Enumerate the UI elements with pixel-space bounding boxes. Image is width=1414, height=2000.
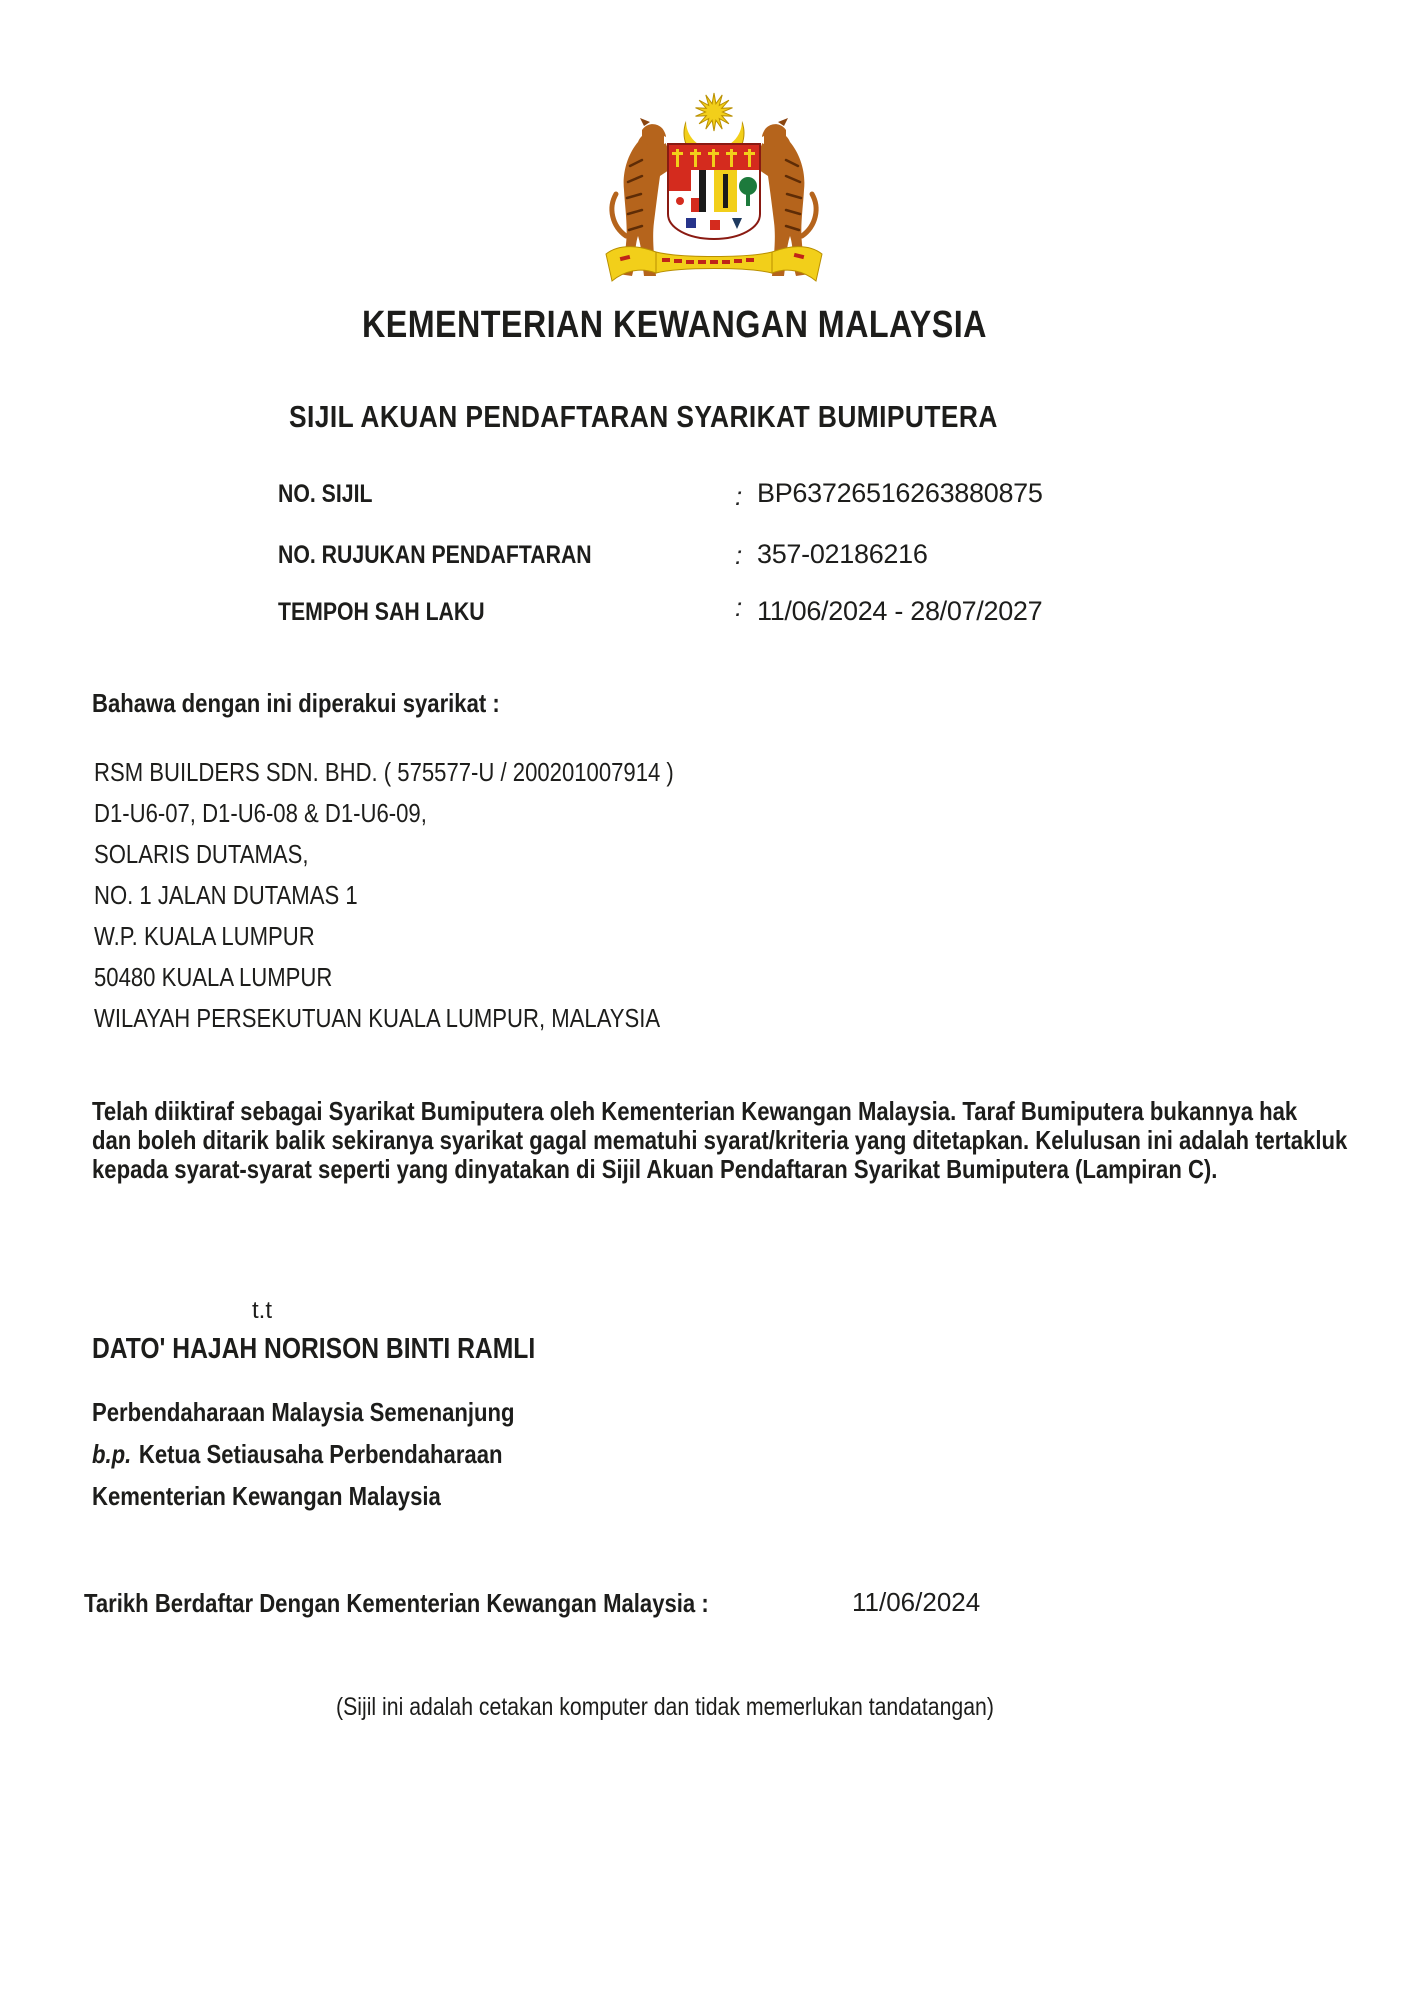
field-label-no-sijil: NO. SIJIL <box>278 480 373 508</box>
company-address-line: 50480 KUALA LUMPUR <box>94 962 333 992</box>
registration-date-label: Tarikh Berdaftar Dengan Kementerian Kewangan Malaysia : <box>84 1588 709 1618</box>
field-separator: : <box>735 592 743 622</box>
statement-line: Telah diiktiraf sebagai Syarikat Bumiputera oleh Kementerian Kewangan Malaysia. Taraf Bumiputera bukannya hak <box>92 1096 1298 1126</box>
certificate-title: SIJIL AKUAN PENDAFTARAN SYARIKAT BUMIPUTERA <box>289 399 998 434</box>
registration-date-value: 11/06/2024 <box>852 1587 981 1617</box>
field-value-no-sijil: BP63726516263880875 <box>757 478 1043 508</box>
field-value-tempoh: 11/06/2024 - 28/07/2027 <box>757 596 1043 626</box>
field-label-tempoh: TEMPOH SAH LAKU <box>278 598 485 626</box>
shield-icon <box>668 144 760 239</box>
statement-line: dan boleh ditarik balik sekiranya syarikat gagal mematuhi syarat/kriteria yang ditetapkan. Kelulusan ini adalah tertakluk <box>92 1125 1348 1155</box>
signature-tt-mark: t.t <box>252 1297 273 1324</box>
malaysia-coat-of-arms-icon <box>598 86 830 296</box>
motto-ribbon-icon <box>606 247 822 281</box>
company-address-line: WILAYAH PERSEKUTUAN KUALA LUMPUR, MALAYSIA <box>94 1003 661 1033</box>
signatory-ministry: Kementerian Kewangan Malaysia <box>92 1481 441 1511</box>
signatory-name: DATO' HAJAH NORISON BINTI RAMLI <box>92 1333 536 1365</box>
ministry-title: KEMENTERIAN KEWANGAN MALAYSIA <box>362 304 987 346</box>
company-address-line: D1-U6-07, D1-U6-08 & D1-U6-09, <box>94 798 427 828</box>
company-name: RSM BUILDERS SDN. BHD. ( 575577-U / 200201007914 ) <box>94 757 674 787</box>
bp-title: Ketua Setiausaha Perbendaharaan <box>138 1439 503 1469</box>
signatory-bp-line <box>92 1439 502 1470</box>
field-separator: : <box>735 481 743 511</box>
bp-prefix: b.p. <box>92 1439 132 1469</box>
company-address-line: NO. 1 JALAN DUTAMAS 1 <box>94 880 358 910</box>
signatory-division: Perbendaharaan Malaysia Semenanjung <box>92 1397 515 1427</box>
field-value-no-rujukan: 357-02186216 <box>757 539 928 569</box>
company-address-line: W.P. KUALA LUMPUR <box>94 921 315 951</box>
field-label-no-rujukan: NO. RUJUKAN PENDAFTARAN <box>278 541 592 569</box>
footer-note: (Sijil ini adalah cetakan komputer dan tidak memerlukan tandatangan) <box>336 1693 994 1721</box>
statement-line: kepada syarat-syarat seperti yang dinyatakan di Sijil Akuan Pendaftaran Syarikat Bumiputera (Lampiran C). <box>92 1154 1218 1184</box>
declaration-heading: Bahawa dengan ini diperakui syarikat : <box>92 688 500 718</box>
company-address-line: SOLARIS DUTAMAS, <box>94 839 309 869</box>
field-separator: : <box>735 540 743 570</box>
